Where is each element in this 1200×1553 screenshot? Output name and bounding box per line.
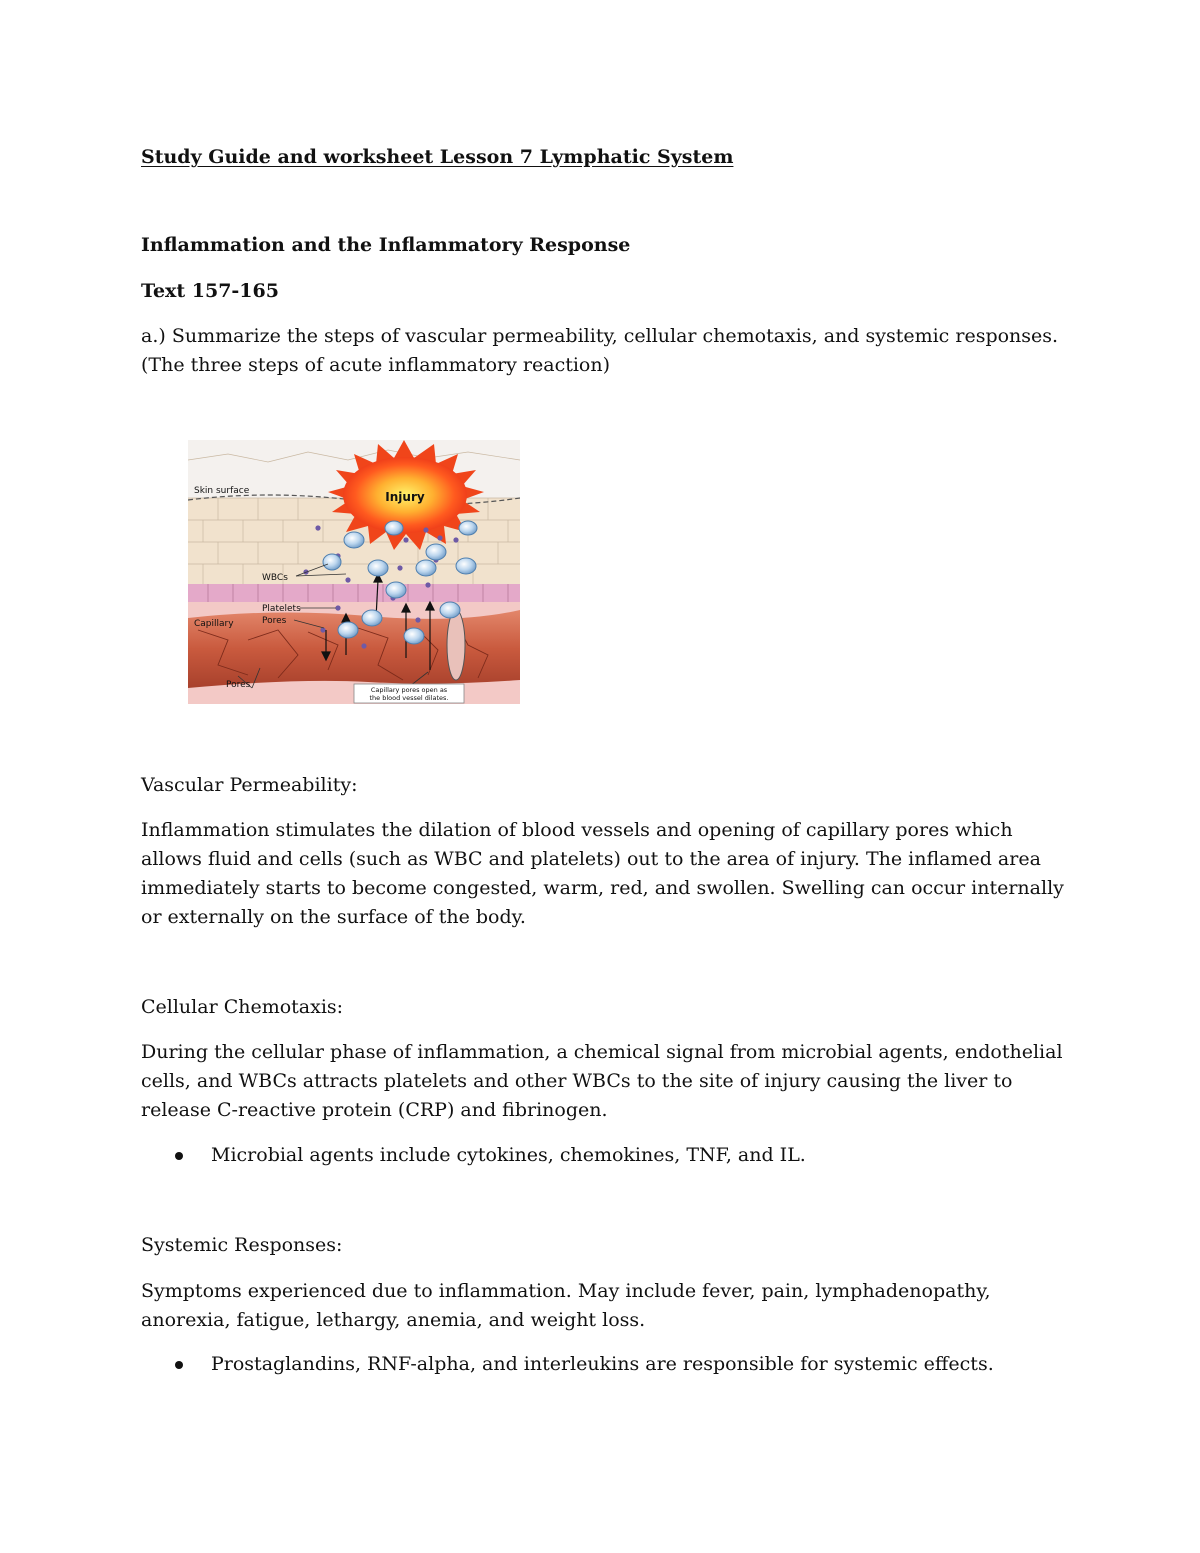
vascular-permeability-paragraph (141, 816, 1064, 932)
paragraph-line: anorexia, fatigue, lethargy, anemia, and weight loss. (141, 1309, 646, 1331)
label-platelets: Platelets (262, 604, 301, 614)
paragraph-line: Inflammation stimulates the dilation of blood vessels and opening of capillary pores which (141, 819, 1013, 841)
systemic-responses-paragraph (141, 1277, 1061, 1335)
text-pages-reference: Text 157-165 (141, 280, 279, 302)
systemic-responses-heading: Systemic Responses: (141, 1234, 343, 1256)
cellular-chemotaxis-heading: Cellular Chemotaxis: (141, 996, 344, 1018)
vascular-permeability-heading: Vascular Permeability: (141, 774, 358, 796)
paragraph-line: release C-reactive protein (CRP) and fibrinogen. (141, 1099, 608, 1121)
vessel-cross-section (447, 610, 465, 680)
document-title: Study Guide and worksheet Lesson 7 Lymphatic System (141, 146, 734, 168)
label-skin-surface: Skin surface (194, 486, 250, 496)
basement-layer (188, 584, 520, 602)
label-injury: Injury (385, 490, 425, 504)
bullet-dot (175, 1361, 183, 1369)
label-pores-top: Pores (262, 616, 287, 626)
paragraph-line: Symptoms experienced due to inflammation. May include fever, pain, lymphadenopathy, (141, 1280, 991, 1302)
paragraph-line: or externally on the surface of the body. (141, 906, 526, 928)
cellular-chemotaxis-paragraph (141, 1038, 1061, 1125)
paragraph-line: immediately starts to become congested, warm, red, and swollen. Swelling can occur internally (141, 877, 1064, 899)
question-a (141, 322, 1061, 380)
question-line: (The three steps of acute inflammatory reaction) (141, 354, 611, 376)
bullet-text: Microbial agents include cytokines, chemokines, TNF, and IL. (211, 1144, 806, 1166)
bullet-dot (175, 1152, 183, 1160)
inflammation-diagram (188, 440, 520, 704)
paragraph-line: allows fluid and cells (such as WBC and platelets) out to the area of injury. The inflamed area (141, 848, 1041, 870)
callout-line: Capillary pores open as (370, 686, 448, 694)
label-capillary: Capillary (194, 619, 234, 629)
bullet-text: Prostaglandins, RNF-alpha, and interleukins are responsible for systemic effects. (211, 1353, 994, 1375)
question-line: a.) Summarize the steps of vascular permeability, cellular chemotaxis, and systemic responses. (141, 325, 1059, 347)
label-pores-bottom: Pores (226, 680, 251, 690)
paragraph-line: During the cellular phase of inflammation, a chemical signal from microbial agents, endothelial (141, 1041, 1063, 1063)
section-heading: Inflammation and the Inflammatory Response (141, 234, 631, 256)
label-wbcs: WBCs (262, 573, 288, 583)
callout-line: the blood vessel dilates. (369, 694, 449, 702)
paragraph-line: cells, and WBCs attracts platelets and other WBCs to the site of injury causing the liver to (141, 1070, 1013, 1092)
